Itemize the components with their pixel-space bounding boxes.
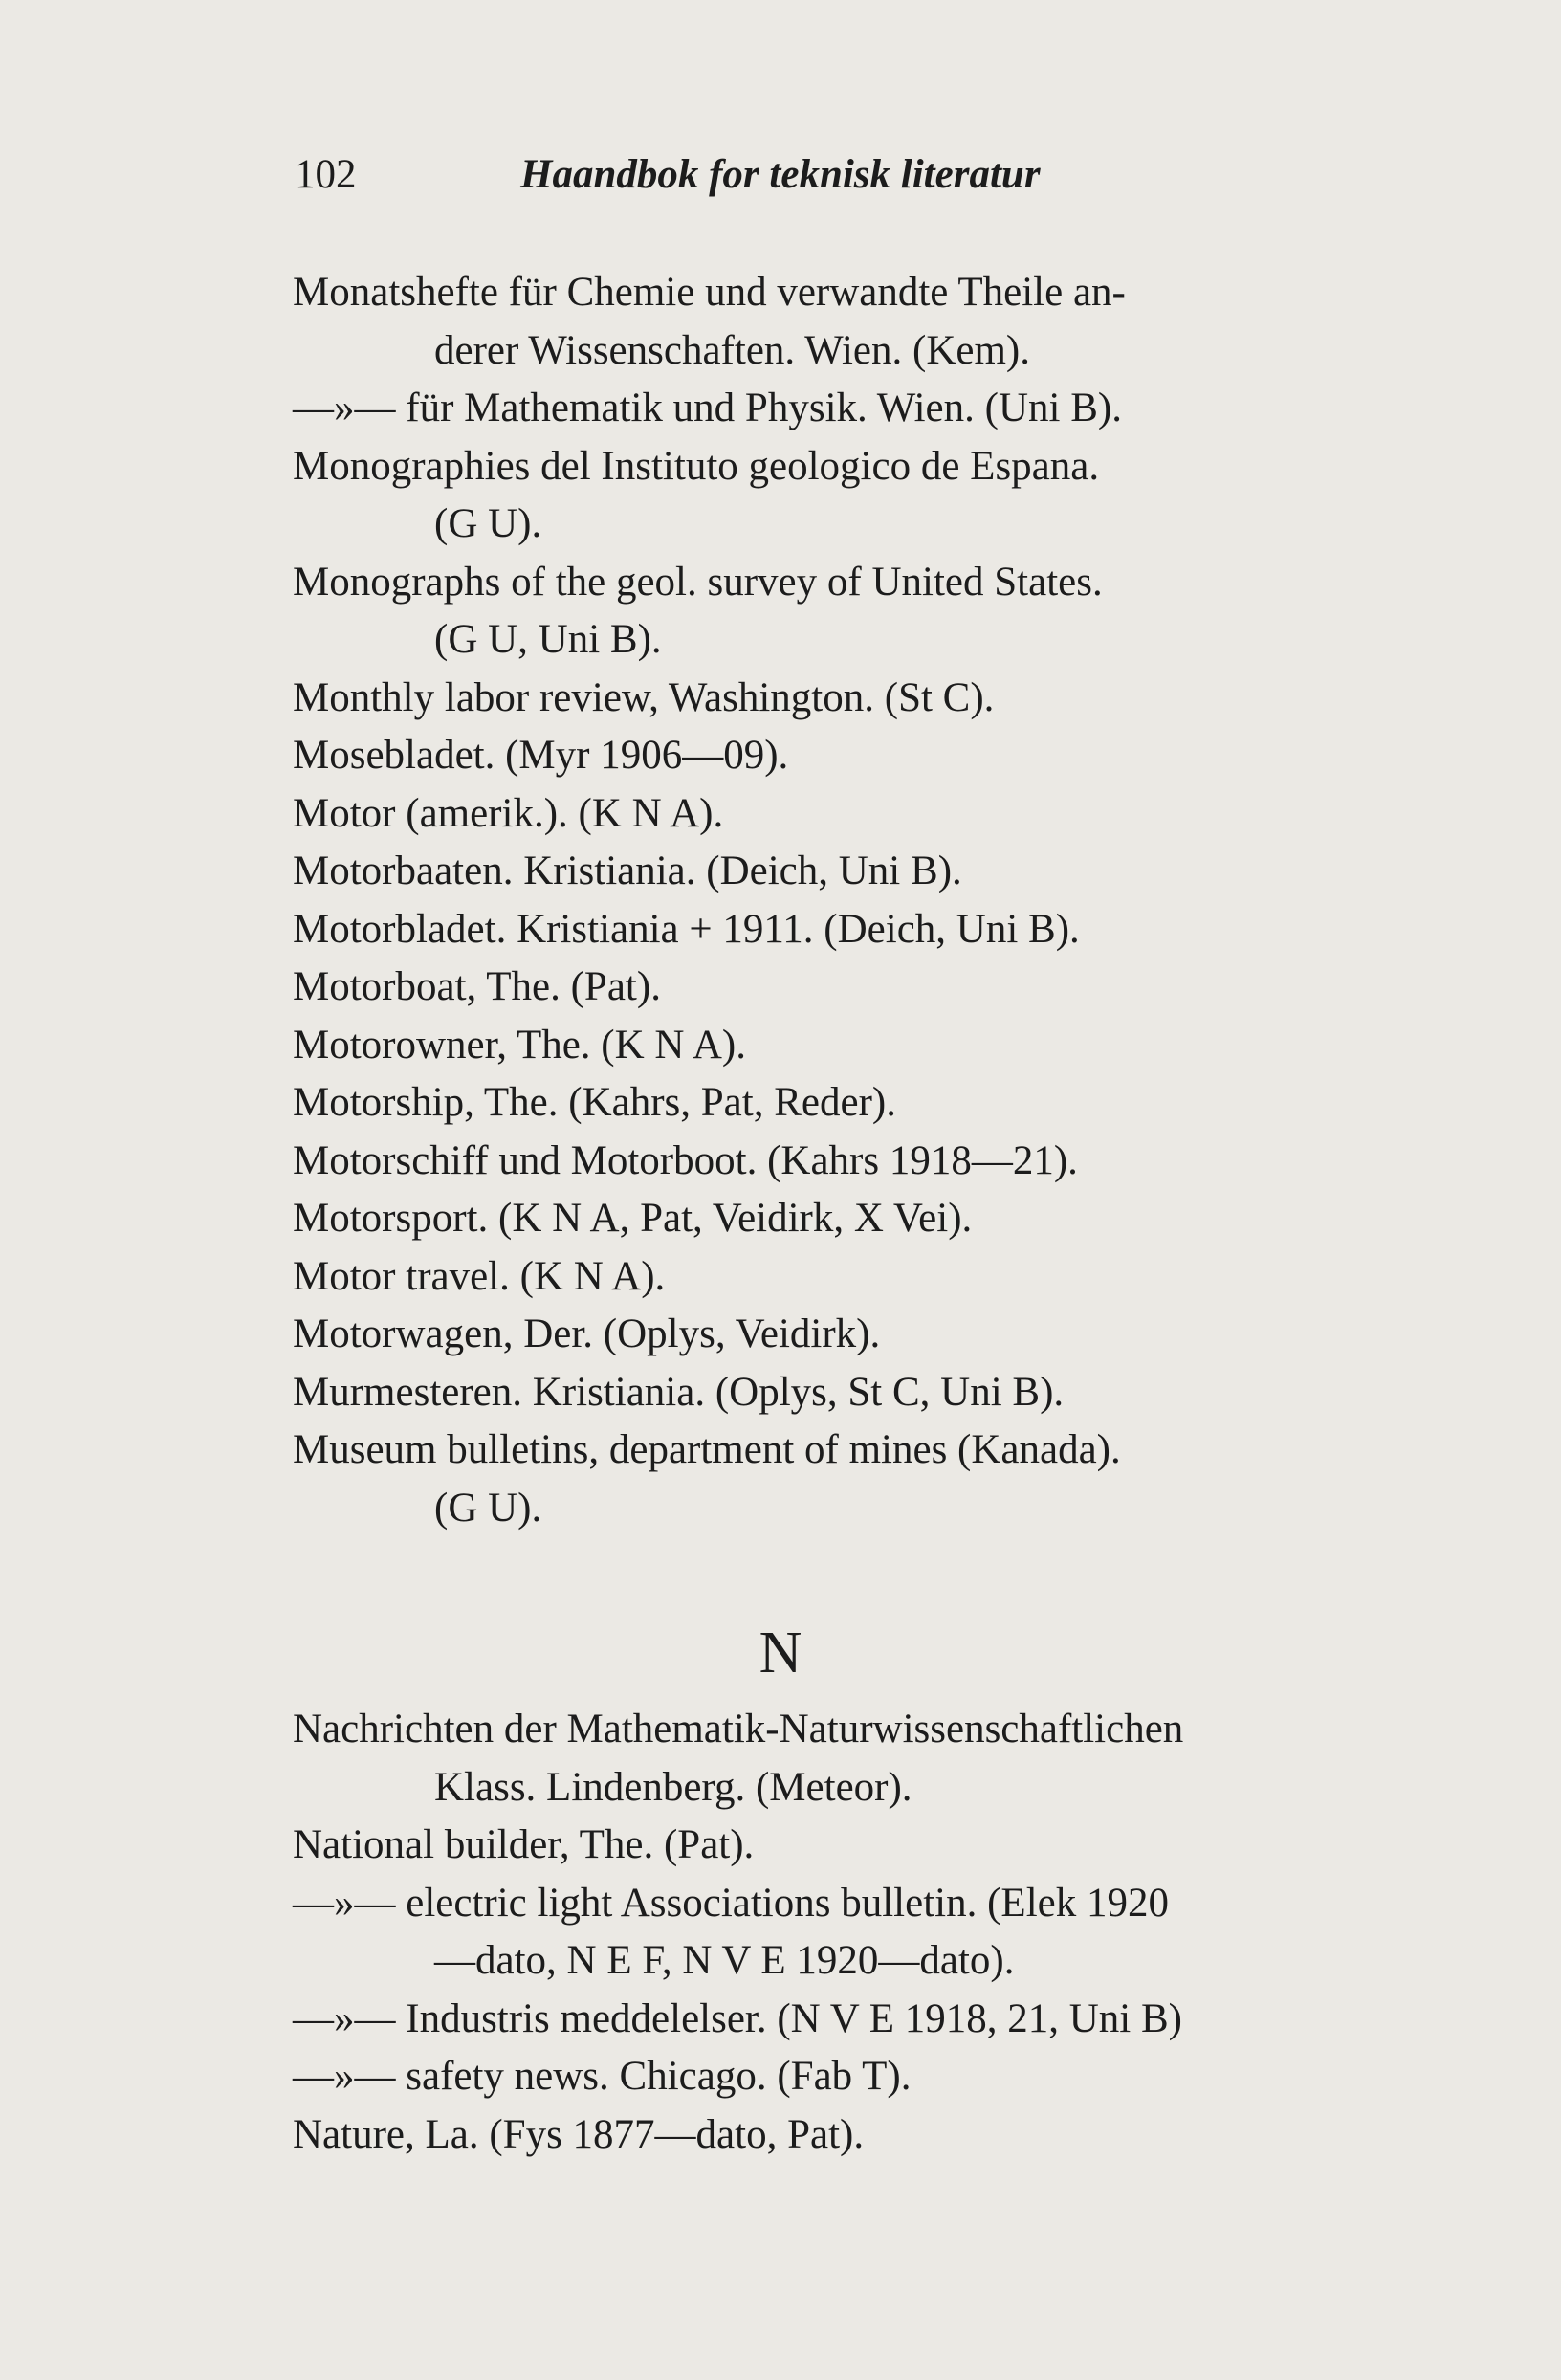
bibliography-entry [293,438,1440,554]
bibliography-entry [293,1017,1440,1075]
section-letter-n: N [759,1620,802,1686]
bibliography-entry [293,1817,1440,1875]
entry-continuation-line: Klass. Lindenberg. (Meteor). [434,1764,912,1810]
entry-line: Monthly labor review, Washington. (St C). [293,674,995,720]
page-number: 102 [295,152,357,197]
entry-line: Motor (amerik.). (K N A). [293,790,724,836]
entry-line: Motorwagen, Der. (Oplys, Veidirk). [293,1311,881,1356]
entry-line: Museum bulletins, department of mines (Kanada). [293,1427,1121,1472]
bibliography-entry [293,1248,1440,1307]
entry-line: —»— für Mathematik und Physik. Wien. (Uni B). [293,386,1122,430]
bibliography-entry [293,1701,1440,1817]
entry-continuation-line: (G U). [434,1485,542,1531]
entry-line: Monographies del Instituto geologico de Espana. [293,443,1100,489]
entry-line: Motorsport. (K N A, Pat, Veidirk, X Vei). [293,1196,973,1241]
entry-line: Motorbaaten. Kristiania. (Deich, Uni B). [293,848,962,893]
entry-line: Monatshefte für Chemie und verwandte Theile an- [293,270,1126,315]
entry-line: Motorschiff und Motorboot. (Kahrs 1918—21). [293,1137,1078,1183]
bibliography-entry [293,785,1440,844]
bibliography-entry [293,727,1440,785]
bibliography-entry [293,1421,1440,1537]
bibliography-entry [293,554,1440,670]
bibliography-entry [293,843,1440,901]
bibliography-entry [293,1875,1440,1991]
entry-continuation-line: (G U, Uni B). [434,617,662,662]
entry-line: Motorboat, The. (Pat). [293,964,661,1009]
entry-line: Mosebladet. (Myr 1906—09). [293,733,789,778]
entry-line: Motorbladet. Kristiania + 1911. (Deich, Uni B). [293,906,1080,952]
bibliography-entry [293,1991,1440,2049]
bibliography-entry [293,1364,1440,1422]
entry-line: Motorowner, The. (K N A). [293,1022,746,1068]
bibliography-entry [293,670,1440,728]
entry-continuation-line: —dato, N E F, N V E 1920—dato). [434,1938,1015,1983]
entry-continuation-line: derer Wissenschaften. Wien. (Kem). [434,327,1030,373]
entry-line: Nachrichten der Mathematik-Naturwissenschaftlichen [293,1707,1184,1752]
entry-continuation-line: (G U). [434,501,542,546]
bibliography-entry [293,380,1440,438]
page-header [295,151,1442,212]
entry-line: National builder, The. (Pat). [293,1822,755,1867]
entry-line: Motorship, The. (Kahrs, Pat, Reder). [293,1080,896,1125]
entry-line: Monographs of the geol. survey of United States. [293,559,1103,605]
bibliography-entry [293,2106,1440,2165]
bibliography-entry [293,1306,1440,1364]
entry-line: Murmesteren. Kristiania. (Oplys, St C, Uni B). [293,1369,1065,1415]
entries-n [293,1701,1440,2164]
running-title: Haandbok for teknisk literatur [520,152,1041,197]
entry-line: —»— safety news. Chicago. (Fab T). [293,2054,912,2099]
bibliography-entry [293,1190,1440,1248]
entry-line: —»— Industris meddelelser. (N V E 1918, 21, Uni B) [293,1995,1183,2041]
bibliography-entry [293,959,1440,1017]
bibliography-entry [293,2048,1440,2106]
bibliography-entry [293,264,1440,380]
bibliography-entry [293,901,1440,959]
entries-m [293,264,1440,1537]
bibliography-entry [293,1133,1440,1191]
entry-line: Motor travel. (K N A). [293,1253,666,1299]
entry-line: Nature, La. (Fys 1877—dato, Pat). [293,2111,865,2157]
entry-line: —»— electric light Associations bulletin. (Elek 1920 [293,1880,1169,1926]
bibliography-entry [293,1074,1440,1133]
